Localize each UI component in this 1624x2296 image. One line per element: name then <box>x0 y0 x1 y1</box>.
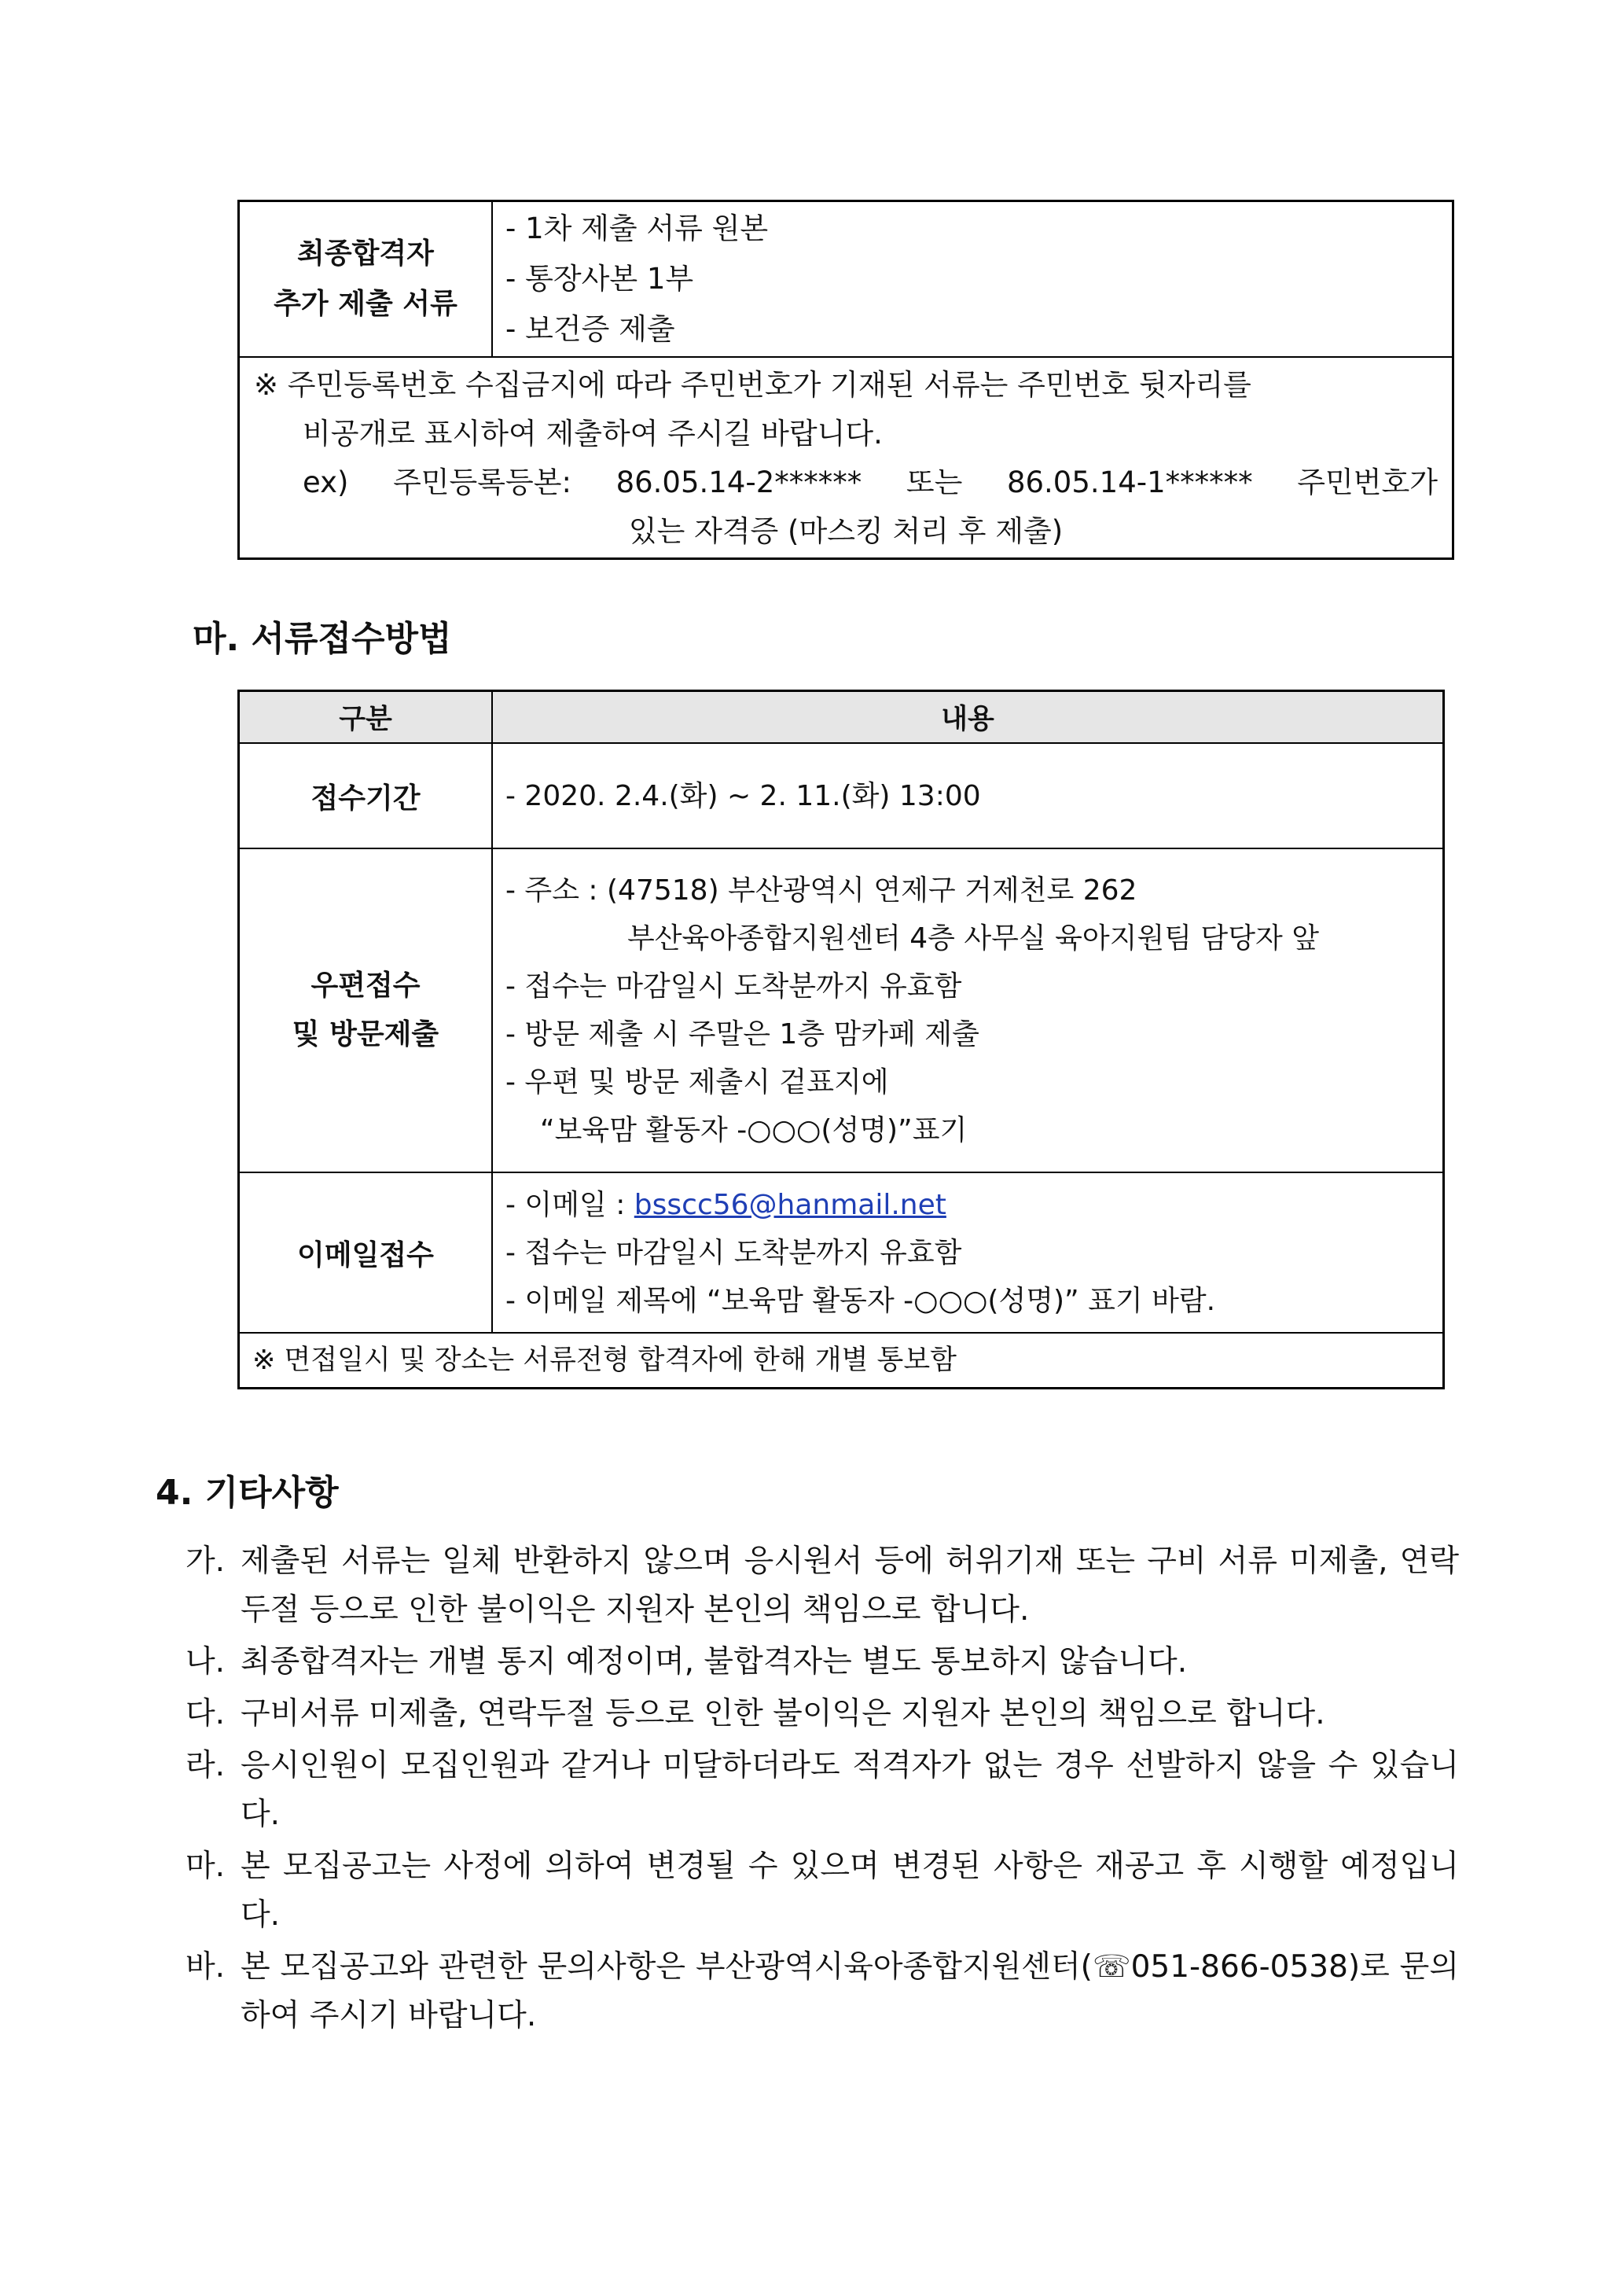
content-line: - 접수는 마감일시 도착분까지 유효함 <box>505 970 962 1003</box>
privacy-note <box>239 357 1453 559</box>
content-line: - 주소 : (47518) 부산광역시 연제구 거제천로 262 <box>505 874 1137 907</box>
list-text: 구비서류 미제출, 연락두절 등으로 인한 불이익은 지원자 본인의 책임으로 합니다. <box>241 1696 1325 1731</box>
list-text: 최종합격자는 개별 통지 예정이며, 불합격자는 별도 통보하지 않습니다. <box>241 1644 1188 1680</box>
content-line: - 이메일 제목에 “보육맘 활동자 -○○○(성명)” 표기 바람. <box>505 1284 1216 1317</box>
footnote-row <box>239 1333 1444 1389</box>
row-content <box>492 848 1444 1172</box>
section-title: 마. 서류접수방법 <box>193 619 452 659</box>
list-item <box>186 1842 1459 1940</box>
table-row <box>239 848 1444 1172</box>
submission-method-table <box>237 690 1445 1389</box>
content-line: - 2020. 2.4.(화) ~ 2. 11.(화) 13:00 <box>505 779 981 812</box>
final-documents-row <box>239 201 1453 358</box>
list-item <box>186 1638 1459 1687</box>
list-marker: 다. <box>186 1696 226 1731</box>
list-marker: 라. <box>186 1748 226 1783</box>
column-header: 내용 <box>492 691 1444 744</box>
row-label-line: 접수기간 <box>310 782 421 815</box>
row-label <box>239 1172 493 1333</box>
list-text: 본 모집공고는 사정에 의하여 변경될 수 있으며 변경된 사항은 재공고 후 시행할 예정입니다. <box>241 1849 1459 1933</box>
note-part: 또는 <box>906 465 963 499</box>
table-row <box>239 1172 1444 1333</box>
table-row <box>239 743 1444 848</box>
list-marker: 바. <box>186 1949 226 1985</box>
list-item: - 통장사본 1부 <box>505 262 694 296</box>
content-line: 부산육아종합지원센터 4층 사무실 육아지원팀 담당자 앞 <box>627 922 1319 955</box>
header-line: 최종합격자 <box>297 237 434 270</box>
email-prefix: - 이메일 : <box>505 1188 634 1221</box>
final-documents-header <box>239 201 493 358</box>
row-label-line: 우편접수 <box>310 970 421 1002</box>
list-item: - 보건증 제출 <box>505 312 675 346</box>
list-text: 응시인원이 모집인원과 같거나 미달하더라도 적격자가 없는 경우 선발하지 않을 수 있습니다. <box>241 1748 1459 1832</box>
list-marker: 가. <box>186 1544 226 1579</box>
list-item <box>186 1690 1459 1739</box>
header-line: 추가 제출 서류 <box>274 288 457 320</box>
content-line: “보육맘 활동자 -○○○(성명)”표기 <box>540 1114 968 1146</box>
misc-items-list <box>186 1537 1459 2044</box>
list-text: 제출된 서류는 일체 반환하지 않으며 응시원서 등에 허위기재 또는 구비 서류 미제출, 연락두절 등으로 인한 불이익은 지원자 본인의 책임으로 합니다. <box>241 1544 1459 1628</box>
row-content <box>492 1172 1444 1333</box>
row-label <box>239 743 493 848</box>
final-documents-list <box>492 201 1453 358</box>
privacy-note-row <box>239 357 1453 559</box>
list-marker: 마. <box>186 1849 226 1884</box>
list-item <box>186 1537 1459 1635</box>
content-line: - 방문 제출 시 주말은 1층 맘카페 제출 <box>505 1018 979 1050</box>
note-line: 있는 자격증 (마스킹 처리 후 제출) <box>628 514 1064 548</box>
row-content <box>492 743 1444 848</box>
row-label-line: 이메일접수 <box>297 1238 434 1271</box>
note-part: ex) <box>303 465 349 499</box>
note-line: 비공개로 표시하여 제출하여 주시길 바랍니다. <box>303 417 883 451</box>
final-documents-table <box>237 200 1454 560</box>
list-item: - 1차 제출 서류 원본 <box>505 212 769 245</box>
list-item <box>186 1742 1459 1839</box>
table-header-row <box>239 691 1444 744</box>
list-text: 본 모집공고와 관련한 문의사항은 부산광역시육아종합지원센터(☏051-866-0538)로 문의하여 주시기 바랍니다. <box>241 1949 1459 2033</box>
note-part: 86.05.14-1****** <box>1006 465 1253 499</box>
interview-footnote: ※ 면접일시 및 장소는 서류전형 합격자에 한해 개별 통보함 <box>239 1333 1444 1389</box>
list-item <box>186 1943 1459 2040</box>
note-line: ※ 주민등록번호 수집금지에 따라 주민번호가 기재된 서류는 주민번호 뒷자리를 <box>254 368 1251 402</box>
list-marker: 나. <box>186 1644 226 1680</box>
note-part: 주민번호가 <box>1297 465 1438 499</box>
note-example-line <box>254 458 1438 507</box>
section-title: 4. 기타사항 <box>156 1473 339 1513</box>
email-line <box>505 1181 1430 1229</box>
row-label-line: 및 방문제출 <box>292 1018 439 1050</box>
column-header: 구분 <box>239 691 493 744</box>
note-part: 주민등록등본: <box>393 465 571 499</box>
note-part: 86.05.14-2****** <box>615 465 862 499</box>
content-line: - 접수는 마감일시 도착분까지 유효함 <box>505 1236 962 1269</box>
email-link[interactable]: bsscc56@hanmail.net <box>634 1188 946 1221</box>
row-label <box>239 848 493 1172</box>
content-line: - 우편 및 방문 제출시 겉표지에 <box>505 1066 889 1098</box>
